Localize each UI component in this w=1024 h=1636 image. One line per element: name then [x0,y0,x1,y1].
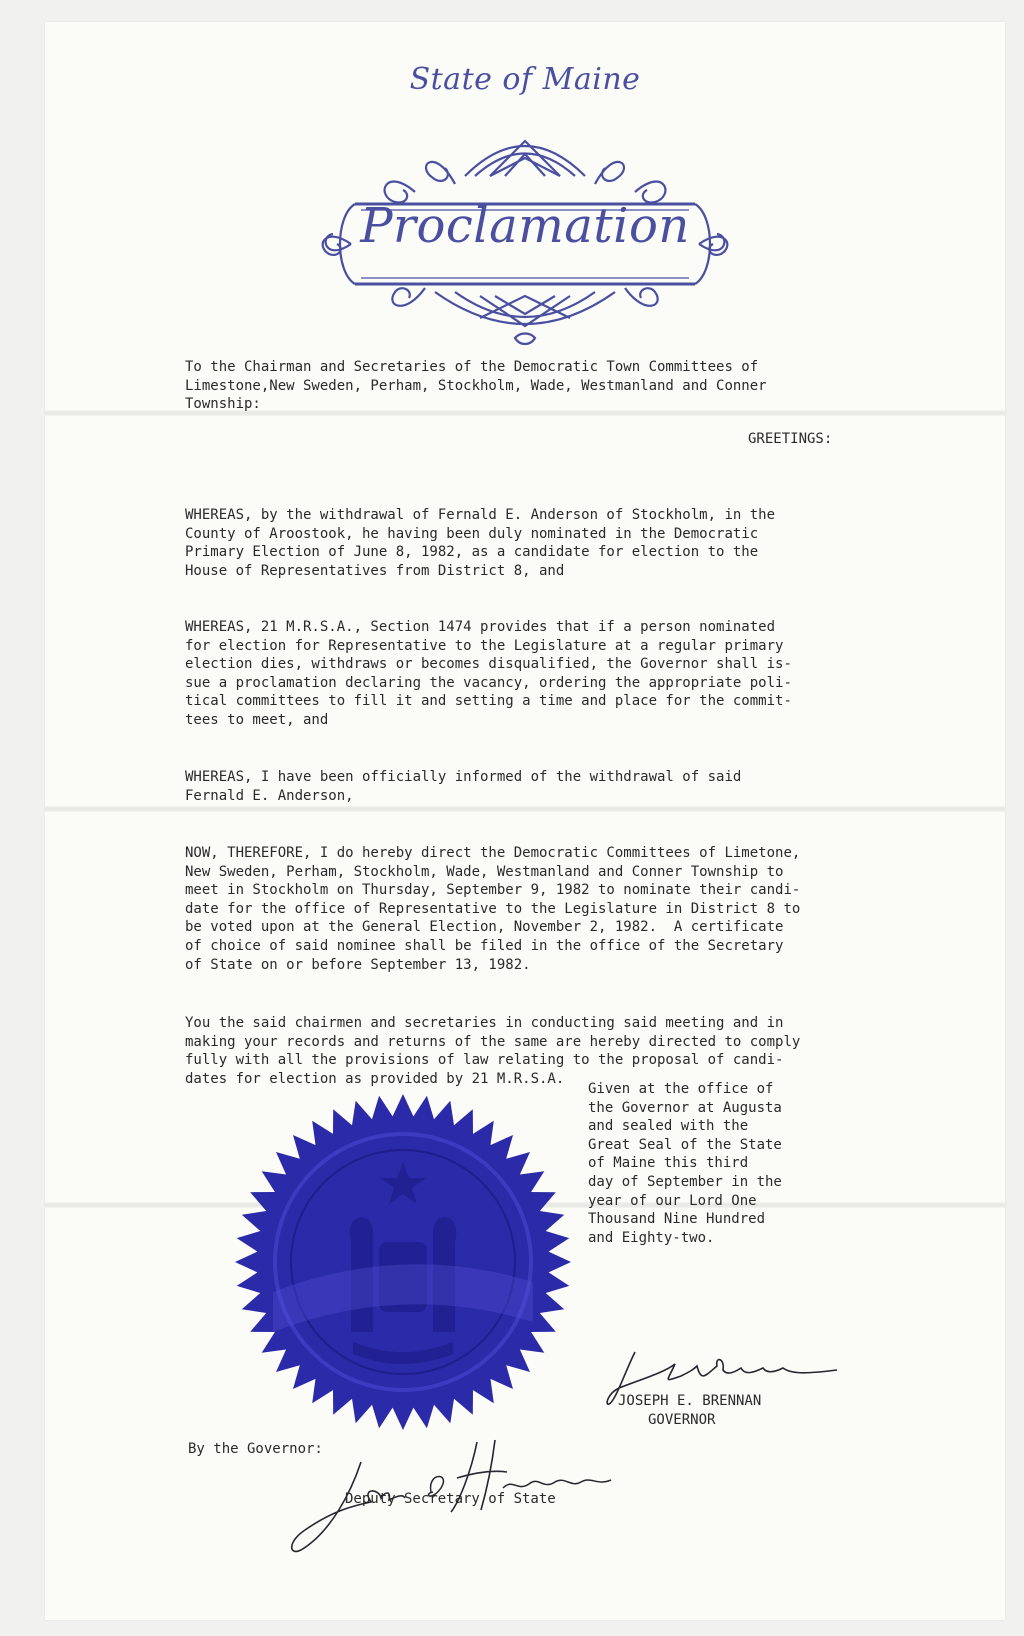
paper-fold [45,806,1005,812]
great-seal-icon [233,1092,573,1432]
proclamation-sheet [45,22,1005,1620]
paragraph-whereas-statute: WHEREAS, 21 M.R.S.A., Section 1474 provides that if a person nominated for election for Representative to the Legislature at a regular primary election dies, withdraws or becomes disqualified, the Governor shall is- sue a proclamation declaring the vacancy, ordering the appropriate poli- tical committees to fill it and setting a time and place for the commit- tees to meet, and [185,619,792,728]
paragraph-whereas-informed: WHEREAS, I have been officially informed of the withdrawal of said Fernald E. Anderson, [185,769,742,804]
state-heading: State of Maine [409,62,641,97]
proclamation-title: Proclamation [360,198,690,254]
paragraph-directive: You the said chairmen and secretaries in conducting said meeting and in making your records and returns of the same are hereby directed to comply fully with all the provisions of law relating to the proposal of candi- dates for election as provided by 21 M.R.S.A. [185,1015,801,1087]
paragraph-whereas-withdrawal: WHEREAS, by the withdrawal of Fernald E. Anderson of Stockholm, in the County of Aroostook, he having been duly nominated in the Democratic Primary Election of June 8, 1982, as a candidate for election to the House of Representatives from District 8, and [185,507,776,579]
by-the-governor-label: By the Governor: [188,1441,323,1457]
salutation-address: To the Chairman and Secretaries of the Democratic Town Committees of Limestone,New Sweden, Perham, Stockholm, Wade, Westmanland and Conner Township: [185,359,767,413]
governor-title: GOVERNOR [648,1412,716,1428]
paragraph-now-therefore: NOW, THEREFORE, I do hereby direct the Democratic Committees of Limetone, New Sweden, Perham, Stockholm, Wade, Westmanland and Conner Township to meet in Stockholm on Thursday, September 9, 1982 to nominate their candi- date for the office of Representative to the Legislature in District 8 to be voted upon at the General Election, November 2, 1982. A certificate of choice of said nominee shall be filed in the office of the Secretary of State on or before September 13, 1982. [185,845,801,973]
given-at-clause: Given at the office of the Governor at Augusta and sealed with the Great Seal of the State of Maine this third day of September in the year of our Lord One Thousand Nine Hundred and Eighty-two. [588,1081,782,1246]
deputy-secretary-title: Deputy Secretary of State [345,1491,556,1507]
governor-name: JOSEPH E. BRENNAN [618,1393,762,1409]
greetings: GREETINGS: [748,431,833,447]
